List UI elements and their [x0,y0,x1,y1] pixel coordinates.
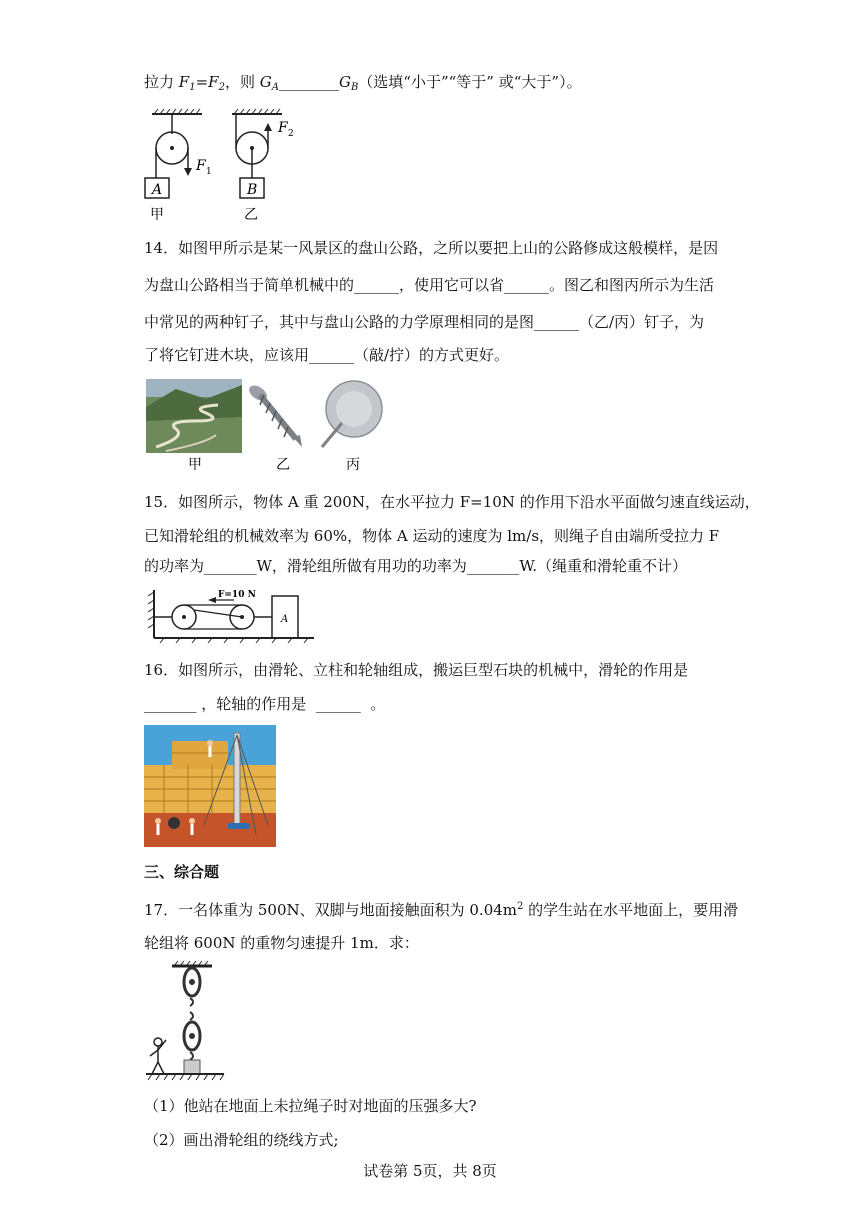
q14-figure [146,377,396,475]
q17-superscript: 2 [517,901,524,912]
f2-symbol: F [208,73,219,91]
q17-text-2: 轮组将 600N 的重物匀速提升 1m．求： [144,934,419,952]
q14-line-3 [144,312,704,332]
q13-answer-blank: ________ [278,73,339,91]
q15-text-2: 已知滑轮组的机械效率为 60%，物体 A 运动的速度为 lm/s，则绳子自由端所受拉力 F [144,527,720,545]
f1-label-subscript: 1 [206,167,212,177]
q15-line-2 [144,526,719,546]
q16-text-2: _______ ，轮轴的作用是 ______ 。 [144,695,386,713]
page-footer [0,1160,860,1181]
q14-text-2: 为盘山公路相当于简单机械中的______，使用它可以省______。图乙和图丙所示为生活 [144,276,715,294]
q16-line-1 [144,660,688,680]
q17-pulley-figure [146,960,226,1082]
box-a-label: A [152,182,163,198]
equals-sign: = [195,73,209,91]
figure-yi-label: 乙 [244,207,258,223]
ga-subscript: A [271,82,279,93]
q13-then: ，则 [224,73,260,91]
q17-sub2-text: （2）画出滑轮组的绕线方式; [144,1131,339,1149]
q17-subquestion-2 [144,1130,339,1150]
f1-subscript: 1 [189,82,196,93]
q14-line-4 [144,345,509,365]
q17-line-2 [144,933,419,953]
q14-text-1: 14．如图甲所示是某一风景区的盘山公路，之所以要把上山的公路修成这般模样，是因 [144,239,719,257]
q16-line-2 [144,694,385,714]
q14-line-2 [144,275,714,295]
q15-line-3 [144,556,687,576]
gb-symbol: G [338,73,351,91]
q17-text-1b: 的学生站在水平地面上，要用滑 [523,901,739,919]
q14-line-1 [144,238,718,258]
q15-text-1: 15．如图所示，物体 A 重 200N，在水平拉力 F=10N 的作用下沿水平面做匀速直线运动， [144,493,760,511]
q15-pulley-figure [146,586,316,644]
gb-subscript: B [350,82,359,93]
f1-symbol: F [178,73,190,91]
q13-pulley-figure [140,108,310,224]
q17-line-1 [144,897,738,920]
thumbtack-label: 丙 [346,457,360,473]
f1-label: F [196,158,206,174]
screw-image [246,382,302,447]
q14-text-3: 中常见的两种钉子，其中与盘山公路的力学原理相同的是图______（乙/丙）钉子，为 [144,313,705,331]
f2-subscript: 2 [218,82,225,93]
f2-label-subscript: 2 [288,129,294,139]
q14-text-4: 了将它钉进木块，应该用______（敲/拧）的方式更好。 [144,346,510,364]
q17-subquestion-1 [144,1096,477,1116]
thumbtack-image [322,381,382,447]
q13-choices: （选填“小于”“等于” 或“大于”）。 [358,73,582,91]
q16-text-1: 16．如图所示，由滑轮、立柱和轮轴组成，搬运巨型石块的机械中，滑轮的作用是 [144,661,689,679]
road-image-label: 甲 [188,457,202,473]
box-b-label: B [247,182,258,198]
box-a-label: A [281,614,289,625]
q15-text-3: 的功率为_______W，滑轮组所做有用功的功率为_______W.（绳重和滑轮重不计） [144,557,687,575]
q16-stone-machine-image [144,725,276,847]
q13-text-a: 拉力 [144,73,179,91]
section-title-text: 三、综合题 [144,863,220,881]
q13-line [144,72,582,98]
figure-jia-label: 甲 [150,207,164,223]
page-number: 试卷第 5页，共 8页 [363,1162,497,1180]
mountain-road-image [146,379,242,453]
ga-symbol: G [259,73,272,91]
f2-label: F [278,120,288,136]
q17-sub1-text: （1）他站在地面上未拉绳子时对地面的压强多大? [144,1097,477,1115]
q17-text-1a: 17．一名体重为 500N、双脚与地面接触面积为 0.04m [144,901,518,919]
force-label: F=10 N [218,590,256,600]
section-title [144,862,219,882]
q15-line-1 [144,492,760,512]
screw-label: 乙 [276,457,290,473]
